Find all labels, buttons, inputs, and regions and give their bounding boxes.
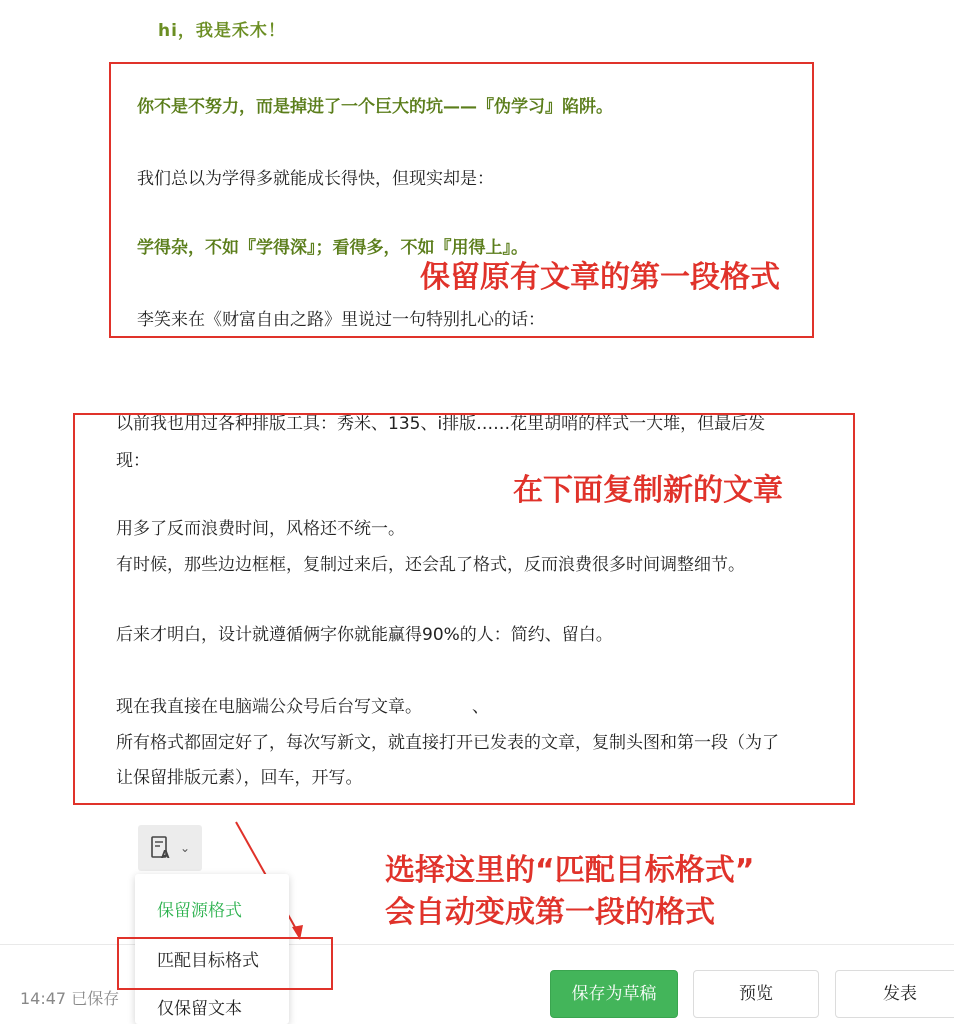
stray-mark: 、 [472,697,489,717]
new-paragraph-1-cont: 现： [116,451,150,471]
save-draft-button[interactable]: 保存为草稿 [550,970,678,1018]
original-paragraph-3: 学得杂，不如『学得深』；看得多，不如『用得上』。 [137,238,528,258]
new-paragraph-1: 以前我也用过各种排版工具：秀米、135、i排版……花里胡哨的样式一大堆，但最后发 [116,414,766,434]
new-paragraph-6-cont: 让保留排版元素），回车，开写。 [116,768,363,788]
annotation-choose-match: 选择这里的“匹配目标格式” [385,853,755,888]
svg-text:A: A [160,848,170,861]
chevron-down-icon: ⌄ [179,841,191,855]
menu-item-keep-source[interactable]: 保留源格式 [157,901,242,921]
menu-item-match-target[interactable]: 匹配目标格式 [157,951,259,971]
preview-button[interactable]: 预览 [693,970,819,1018]
annotation-keep-format: 保留原有文章的第一段格式 [420,260,780,295]
new-paragraph-5: 现在我直接在电脑端公众号后台写文章。 [116,697,422,717]
menu-item-highlight-box [117,937,333,990]
save-status: 14:47 已保存 [20,989,120,1008]
menu-item-text-only[interactable]: 仅保留文本 [157,999,242,1019]
annotation-paste-below: 在下面复制新的文章 [513,473,783,508]
paste-options-button[interactable] [138,825,202,871]
annotation-auto-format: 会自动变成第一段的格式 [385,895,715,930]
greeting: hi，我是禾木！ [158,21,286,41]
original-paragraph-2: 我们总以为学得多就能成长得快，但现实却是： [137,169,494,189]
publish-button[interactable]: 发表 [835,970,954,1018]
paste-options-icon [150,835,174,861]
new-paragraph-3: 有时候，那些边边框框，复制过来后，还会乱了格式，反而浪费很多时间调整细节。 [116,555,745,575]
new-paragraph-6: 所有格式都固定好了，每次写新文，就直接打开已发表的文章，复制头图和第一段（为了 [116,733,779,753]
new-paragraph-2: 用多了反而浪费时间，风格还不统一。 [116,519,405,539]
original-paragraph-4: 李笑来在《财富自由之路》里说过一句特别扎心的话： [137,310,545,330]
new-paragraph-4: 后来才明白，设计就遵循俩字你就能赢得90%的人：简约、留白。 [116,625,613,645]
original-paragraph-1: 你不是不努力，而是掉进了一个巨大的坑——『伪学习』陷阱。 [137,97,613,117]
